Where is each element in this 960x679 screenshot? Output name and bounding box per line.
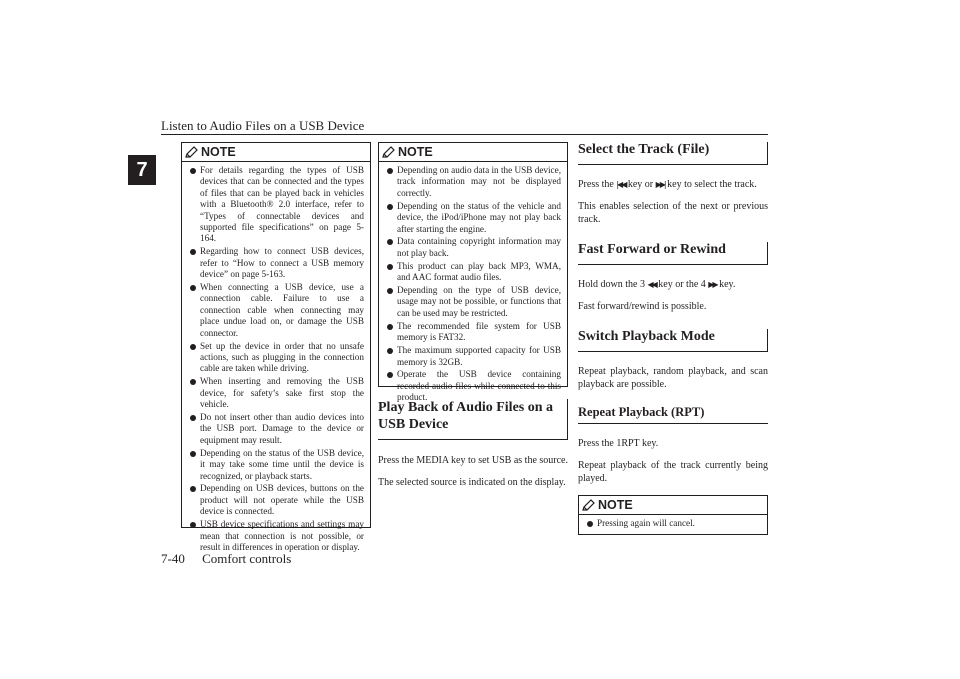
note-item: Data containing copyright information may not play back. <box>387 236 561 259</box>
text-fragment: Hold down the 3 <box>578 279 645 290</box>
note-item: USB device specifications and settings may mean that connection is not possible, or result in differences in operation or display. <box>190 519 364 553</box>
page-footer <box>161 551 291 567</box>
column-3 <box>578 142 768 535</box>
note-item: This product can play back MP3, WMA, and AAC format audio files. <box>387 261 561 284</box>
note-title: NOTE <box>398 145 433 159</box>
note-item: Pressing again will cancel. <box>587 518 761 529</box>
note-item: Regarding how to connect USB devices, refer to “How to connect a USB memory device” on page 5-163. <box>190 246 364 280</box>
note-item: Operate the USB device containing recorded audio files while connected to this product. <box>387 369 561 403</box>
body-paragraph: This enables selection of the next or previous track. <box>578 201 768 225</box>
next-track-icon: ▶▶| <box>655 180 665 189</box>
section-heading-select-track: Select the Track (File) <box>578 142 768 165</box>
body-paragraph: Fast forward/rewind is possible. <box>578 301 707 312</box>
text-fragment: key or <box>627 179 654 190</box>
body-paragraph: Repeat playback, random playback, and scan playback are possible. <box>578 366 768 390</box>
note-box-3 <box>578 495 768 535</box>
section-heading-fast-forward: Fast Forward or Rewind <box>578 242 768 265</box>
subheading-repeat-playback: Repeat Playback (RPT) <box>578 405 768 424</box>
body-paragraph <box>578 178 768 191</box>
section-heading-playback: Play Back of Audio Files on a USB Device <box>378 399 568 440</box>
note-item: Depending on USB devices, buttons on the product will not operate while the USB device is connected. <box>190 483 364 517</box>
header-rule <box>161 134 768 135</box>
section-name: Comfort controls <box>202 551 292 566</box>
body-paragraph: The selected source is indicated on the display. <box>378 477 566 488</box>
note-item: Depending on the type of USB device, usage may not be possible, or functions that can be used may be restricted. <box>387 285 561 319</box>
note-item: Depending on the status of the vehicle and device, the iPod/iPhone may not play back after starting the engine. <box>387 201 561 235</box>
note-item: Set up the device in order that no unsafe actions, such as plugging in the connection cable are taken while driving. <box>190 341 364 375</box>
note-title: NOTE <box>201 145 236 159</box>
note-pencil-icon <box>582 499 595 511</box>
note-item: When connecting a USB device, use a connection cable. Failure to use a connection cable when connecting may place undue load on, or damage the USB connector. <box>190 282 364 339</box>
note-header <box>182 143 370 162</box>
page-title: Listen to Audio Files on a USB Device <box>161 118 365 133</box>
note-box-1 <box>181 142 371 552</box>
note-header <box>379 143 567 162</box>
text-fragment: Press the <box>578 179 614 190</box>
note-header <box>579 496 767 515</box>
body-paragraph <box>578 278 768 291</box>
chapter-tab: 7 <box>128 155 156 185</box>
body-paragraph: Repeat playback of the track currently being played. <box>578 460 768 484</box>
text-fragment: key. <box>719 279 736 290</box>
text-fragment: key to select the track. <box>667 179 757 190</box>
note-list <box>579 515 767 534</box>
note-item: Do not insert other than audio devices into the USB port. Damage to the device or equipment may result. <box>190 412 364 446</box>
section-heading-playback-mode: Switch Playback Mode <box>578 329 768 352</box>
column-2 <box>378 142 568 489</box>
note-item: The recommended file system for USB memory is FAT32. <box>387 321 561 344</box>
note-box-2 <box>378 142 568 403</box>
note-item: When inserting and removing the USB device, for safety’s sake first stop the vehicle. <box>190 376 364 410</box>
fast-forward-icon: ▶▶ <box>708 280 717 289</box>
note-pencil-icon <box>185 146 198 158</box>
note-pencil-icon <box>382 146 395 158</box>
note-list <box>182 162 370 558</box>
previous-track-icon: |◀◀ <box>616 180 626 189</box>
column-1 <box>181 142 371 552</box>
note-list <box>379 162 567 408</box>
note-title: NOTE <box>598 498 633 512</box>
text-fragment: key or the 4 <box>658 279 706 290</box>
rewind-icon: ◀◀ <box>647 280 656 289</box>
note-item: Depending on audio data in the USB device, track information may not be displayed correctly. <box>387 165 561 199</box>
page-number: 7-40 <box>161 551 185 566</box>
body-paragraph: Press the 1RPT key. <box>578 438 659 449</box>
body-paragraph: Press the MEDIA key to set USB as the source. <box>378 455 568 466</box>
note-item: The maximum supported capacity for USB memory is 32GB. <box>387 345 561 368</box>
note-item: For details regarding the types of USB devices that can be connected and the types of files that can be played back in vehicles with a Bluetooth® 2.0 interface, refer to “Types of connectable devices and supported file specifications” on page 5-164. <box>190 165 364 245</box>
note-item: Depending on the status of the USB device, it may take some time until the device is recognized, or playback starts. <box>190 448 364 482</box>
